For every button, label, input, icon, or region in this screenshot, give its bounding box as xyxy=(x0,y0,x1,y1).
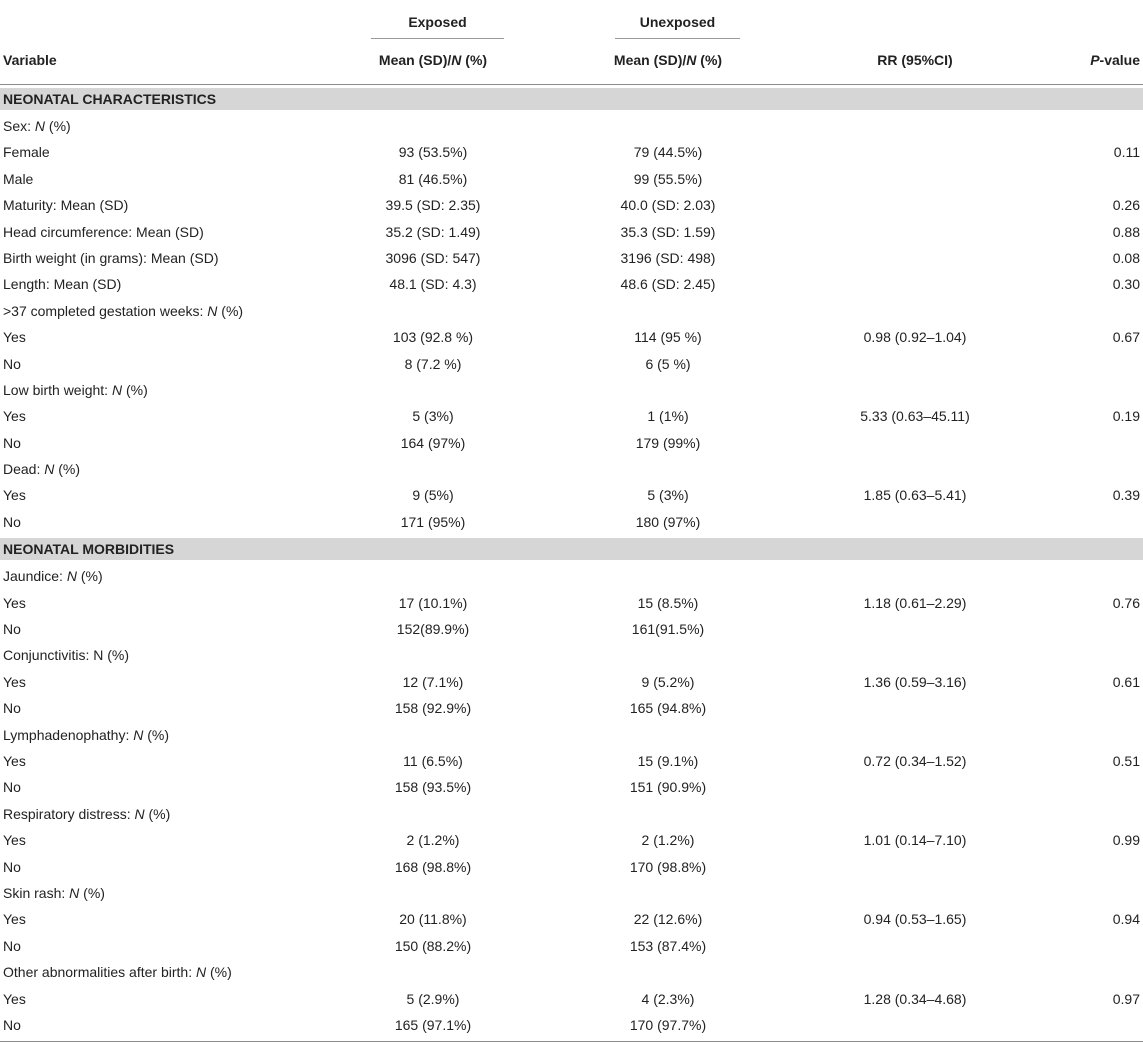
cell-variable: Yes xyxy=(3,673,26,690)
cell-unexposed xyxy=(568,456,768,482)
cell-rr xyxy=(815,563,1015,589)
table-header xyxy=(0,0,1143,84)
table-row xyxy=(0,166,1143,192)
cell-exposed xyxy=(333,298,533,324)
table-row xyxy=(0,854,1143,880)
cell-rr: 0.98 (0.92–1.04) xyxy=(863,329,967,346)
cell-rr xyxy=(815,880,1015,906)
cell-rr: 1.36 (0.59–3.16) xyxy=(863,673,967,690)
cell-rr xyxy=(815,456,1015,482)
cell-exposed: 17 (10.1%) xyxy=(398,594,468,611)
table-row xyxy=(0,482,1143,508)
cell-rr xyxy=(815,933,1015,959)
cell-rr xyxy=(815,430,1015,456)
cell-rr: 1.28 (0.34–4.68) xyxy=(863,990,967,1007)
table-row xyxy=(0,563,1143,589)
cell-variable: No xyxy=(3,779,21,796)
cell-variable: No xyxy=(3,621,21,638)
table-row xyxy=(0,695,1143,721)
cell-unexposed: 6 (5 %) xyxy=(645,355,691,372)
cell-variable: Jaundice: N (%) xyxy=(3,568,103,585)
cell-variable: Respiratory distress: N (%) xyxy=(3,805,171,822)
cell-variable: Yes xyxy=(3,594,26,611)
cell-variable: Lymphadenophathy: N (%) xyxy=(3,726,170,743)
cell-rr: 1.85 (0.63–5.41) xyxy=(863,487,967,504)
cell-variable: Length: Mean (SD) xyxy=(3,276,122,293)
cell-exposed: 20 (11.8%) xyxy=(399,911,467,928)
cell-rr xyxy=(815,139,1015,165)
cell-exposed: 152(89.9%) xyxy=(396,621,470,638)
cell-exposed: 3096 (SD: 547) xyxy=(385,249,481,266)
cell-unexposed: 1 (1%) xyxy=(647,408,689,425)
cell-unexposed: 170 (98.8%) xyxy=(629,858,707,875)
cell-variable: >37 completed gestation weeks: N (%) xyxy=(3,302,244,319)
table-row xyxy=(0,642,1143,668)
cell-exposed: 5 (3%) xyxy=(412,408,454,425)
cell-variable: Low birth weight: N (%) xyxy=(3,381,148,398)
cell-rr: 0.94 (0.53–1.65) xyxy=(863,911,967,928)
cell-exposed: 93 (53.5%) xyxy=(398,144,468,161)
table-row xyxy=(0,219,1143,245)
cell-variable: Other abnormalities after birth: N (%) xyxy=(3,964,232,981)
cell-rr xyxy=(815,351,1015,377)
cell-unexposed xyxy=(568,801,768,827)
cell-exposed: 158 (92.9%) xyxy=(394,700,472,717)
cell-rr xyxy=(815,722,1015,748)
cell-unexposed: 179 (99%) xyxy=(635,434,701,451)
cell-rr xyxy=(815,854,1015,880)
cell-variable: Dead: N (%) xyxy=(3,461,81,478)
table-row xyxy=(0,590,1143,616)
cell-variable: Conjunctivitis: N (%) xyxy=(3,647,130,664)
cell-unexposed: 161(91.5%) xyxy=(631,621,705,638)
header-variable: Variable xyxy=(3,52,57,68)
table-row xyxy=(0,271,1143,297)
cell-exposed xyxy=(333,722,533,748)
table-row xyxy=(0,827,1143,853)
table-row xyxy=(0,906,1143,932)
cell-variable: No xyxy=(3,1016,21,1033)
cell-exposed xyxy=(333,456,533,482)
cell-exposed: 5 (2.9%) xyxy=(406,990,460,1007)
cell-unexposed: 79 (44.5%) xyxy=(633,144,703,161)
cell-unexposed: 153 (87.4%) xyxy=(629,937,707,954)
cell-unexposed: 114 (95 %) xyxy=(634,329,702,346)
cell-p-value: 0.88 xyxy=(1112,223,1140,240)
table-row xyxy=(0,192,1143,218)
cell-variable: No xyxy=(3,355,21,372)
cell-exposed: 150 (88.2%) xyxy=(394,937,472,954)
cell-exposed xyxy=(333,959,533,985)
cell-unexposed: 35.3 (SD: 1.59) xyxy=(620,223,716,240)
cell-unexposed: 15 (8.5%) xyxy=(637,594,699,611)
cell-rr xyxy=(815,271,1015,297)
cell-rr xyxy=(815,113,1015,139)
cell-unexposed: 180 (97%) xyxy=(635,513,701,530)
cell-p-value: 0.94 xyxy=(1112,911,1140,928)
table-row xyxy=(0,377,1143,403)
cell-exposed: 168 (98.8%) xyxy=(394,858,472,875)
cell-exposed: 9 (5%) xyxy=(412,487,454,504)
header-unexposed-stat: Mean (SD)/N (%) xyxy=(613,52,723,68)
table-row xyxy=(0,351,1143,377)
cell-rr xyxy=(815,298,1015,324)
cell-variable: Sex: N (%) xyxy=(3,118,71,134)
cell-unexposed: 3196 (SD: 498) xyxy=(620,249,716,266)
cell-exposed: 171 (95%) xyxy=(400,513,466,530)
section-header: NEONATAL CHARACTERISTICS xyxy=(0,88,1143,110)
cell-variable: No xyxy=(3,513,21,530)
cell-variable: Yes xyxy=(3,911,26,928)
cell-unexposed: 151 (90.9%) xyxy=(629,779,707,796)
cell-unexposed: 4 (2.3%) xyxy=(641,990,695,1007)
cell-rr xyxy=(815,219,1015,245)
header-p-value: P-value xyxy=(1090,52,1140,68)
cell-p-value: 0.11 xyxy=(1113,144,1140,161)
table-row xyxy=(0,880,1143,906)
cell-exposed: 165 (97.1%) xyxy=(394,1016,472,1033)
cell-unexposed xyxy=(568,113,768,139)
header-unexposed-rule xyxy=(615,38,740,39)
cell-variable: Male xyxy=(3,170,34,187)
cell-p-value: 0.19 xyxy=(1112,408,1140,425)
cell-variable: Yes xyxy=(3,487,26,504)
cell-unexposed xyxy=(568,563,768,589)
header-rule xyxy=(0,84,1143,85)
table-row xyxy=(0,801,1143,827)
cell-p-value: 0.39 xyxy=(1112,487,1140,504)
cell-p-value: 0.61 xyxy=(1112,673,1140,690)
cell-rr xyxy=(815,642,1015,668)
cell-exposed: 35.2 (SD: 1.49) xyxy=(385,223,481,240)
cell-variable: No xyxy=(3,700,21,717)
cell-unexposed xyxy=(568,959,768,985)
cell-rr xyxy=(815,377,1015,403)
cell-variable: Female xyxy=(3,144,50,161)
cell-p-value: 0.99 xyxy=(1112,832,1140,849)
cell-exposed xyxy=(333,377,533,403)
header-exposed-stat: Mean (SD)/N (%) xyxy=(378,52,488,68)
cell-rr xyxy=(815,1012,1015,1038)
cell-p-value: 0.26 xyxy=(1112,197,1140,214)
table-row xyxy=(0,774,1143,800)
cell-rr xyxy=(815,695,1015,721)
table-row xyxy=(0,748,1143,774)
cell-exposed xyxy=(333,642,533,668)
cell-variable: Skin rash: N (%) xyxy=(3,884,105,901)
cell-p-value: 0.67 xyxy=(1112,329,1140,346)
cell-exposed xyxy=(333,113,533,139)
cell-rr: 5.33 (0.63–45.11) xyxy=(860,408,970,425)
cell-unexposed: 165 (94.8%) xyxy=(629,700,707,717)
table-row xyxy=(0,298,1143,324)
cell-unexposed xyxy=(568,642,768,668)
table-row xyxy=(0,722,1143,748)
table-body xyxy=(0,88,1143,1038)
cell-unexposed: 5 (3%) xyxy=(647,487,689,504)
table-row xyxy=(0,456,1143,482)
cell-variable: Yes xyxy=(3,990,26,1007)
cell-exposed: 103 (92.8 %) xyxy=(392,329,474,346)
cell-variable: Head circumference: Mean (SD) xyxy=(3,223,204,240)
table-row xyxy=(0,509,1143,535)
cell-exposed: 8 (7.2 %) xyxy=(404,355,462,372)
cell-unexposed xyxy=(568,880,768,906)
cell-unexposed: 48.6 (SD: 2.45) xyxy=(620,276,716,293)
cell-exposed xyxy=(333,801,533,827)
cell-unexposed: 22 (12.6%) xyxy=(633,911,703,928)
cell-exposed: 81 (46.5%) xyxy=(398,170,468,187)
cell-variable: Yes xyxy=(3,329,26,346)
cell-exposed: 2 (1.2%) xyxy=(406,832,460,849)
cell-variable: Yes xyxy=(3,752,26,769)
table-row xyxy=(0,324,1143,350)
section-header: NEONATAL MORBIDITIES xyxy=(0,538,1143,560)
cell-rr xyxy=(815,774,1015,800)
cell-variable: No xyxy=(3,937,21,954)
table-row xyxy=(0,113,1143,139)
cell-unexposed: 170 (97.7%) xyxy=(629,1016,707,1033)
cell-variable: No xyxy=(3,858,21,875)
cell-variable: Birth weight (in grams): Mean (SD) xyxy=(3,249,219,266)
header-rr: RR (95%CI) xyxy=(877,52,953,68)
table-row xyxy=(0,616,1143,642)
table-row xyxy=(0,959,1143,985)
cell-rr xyxy=(815,801,1015,827)
cell-rr xyxy=(815,509,1015,535)
bottom-rule xyxy=(0,1041,1143,1042)
table-row xyxy=(0,986,1143,1012)
cell-variable: Yes xyxy=(3,408,26,425)
cell-p-value: 0.08 xyxy=(1112,249,1140,266)
table-row xyxy=(0,1012,1143,1038)
cell-unexposed xyxy=(568,298,768,324)
header-exposed-rule xyxy=(371,38,504,39)
cell-unexposed: 15 (9.1%) xyxy=(637,752,699,769)
table-row xyxy=(0,669,1143,695)
cell-exposed: 39.5 (SD: 2.35) xyxy=(385,197,481,214)
cell-exposed xyxy=(333,563,533,589)
cell-unexposed: 9 (5.2%) xyxy=(641,673,695,690)
cell-p-value: 0.97 xyxy=(1112,990,1140,1007)
cell-unexposed xyxy=(568,722,768,748)
cell-unexposed: 2 (1.2%) xyxy=(641,832,695,849)
cell-rr: 1.01 (0.14–7.10) xyxy=(863,832,967,849)
cell-p-value: 0.76 xyxy=(1112,594,1140,611)
cell-unexposed: 40.0 (SD: 2.03) xyxy=(620,197,716,214)
cell-rr xyxy=(815,166,1015,192)
cell-variable: Maturity: Mean (SD) xyxy=(3,197,129,214)
cell-rr xyxy=(815,959,1015,985)
table-row xyxy=(0,403,1143,429)
cell-rr xyxy=(815,192,1015,218)
cell-rr: 0.72 (0.34–1.52) xyxy=(863,752,967,769)
cell-rr: 1.18 (0.61–2.29) xyxy=(863,594,967,611)
cell-variable: Yes xyxy=(3,832,26,849)
cell-variable: No xyxy=(3,434,21,451)
cell-exposed xyxy=(333,880,533,906)
table-row xyxy=(0,245,1143,271)
cell-exposed: 11 (6.5%) xyxy=(403,752,463,769)
cell-unexposed: 99 (55.5%) xyxy=(633,170,703,187)
cell-exposed: 12 (7.1%) xyxy=(402,673,464,690)
cell-exposed: 48.1 (SD: 4.3) xyxy=(389,276,477,293)
cell-p-value: 0.51 xyxy=(1112,752,1140,769)
cell-exposed: 164 (97%) xyxy=(400,434,466,451)
header-exposed: Exposed xyxy=(408,14,467,30)
header-unexposed: Unexposed xyxy=(639,14,716,30)
cell-exposed: 158 (93.5%) xyxy=(394,779,472,796)
table-row xyxy=(0,430,1143,456)
cell-unexposed xyxy=(568,377,768,403)
table-row xyxy=(0,933,1143,959)
cell-rr xyxy=(815,245,1015,271)
cell-p-value: 0.30 xyxy=(1112,276,1140,293)
cell-rr xyxy=(815,616,1015,642)
table-row xyxy=(0,139,1143,165)
